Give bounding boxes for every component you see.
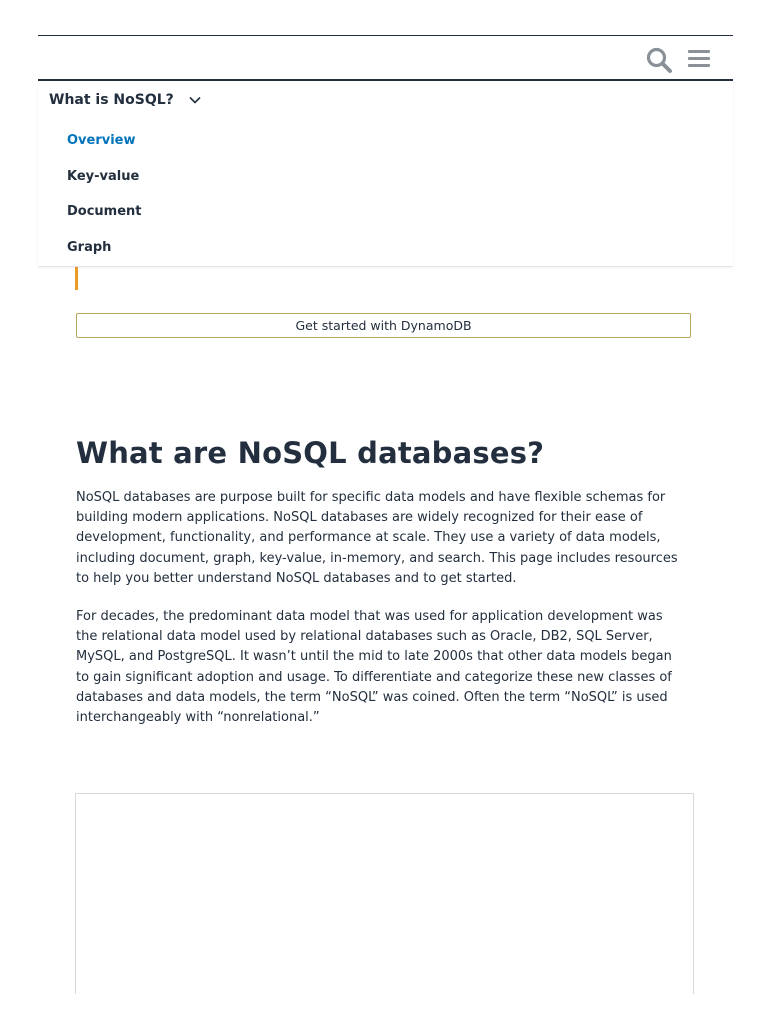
nav-item-overview[interactable]: Overview: [67, 133, 136, 148]
intro-paragraph: NoSQL databases are purpose built for specific data models and have flexible schemas for building modern applications. NoSQL databases are widely recognized for their ease of development, functionality, and performance at scale. They use a variety of data models, including document, graph, key-value, in-memory, and search. This page includes resources to help you better understand NoSQL databases and to get started.: [76, 490, 678, 586]
nav-dropdown: [38, 81, 733, 267]
header-bar: [38, 36, 733, 79]
nav-item-key-value[interactable]: Key-value: [67, 168, 140, 184]
hamburger-menu-icon[interactable]: [688, 49, 712, 69]
nav-item-graph[interactable]: Graph: [67, 239, 112, 255]
media-placeholder: [75, 793, 694, 994]
search-icon[interactable]: [645, 46, 673, 74]
nav-dropdown-label: What is NoSQL?: [49, 92, 174, 108]
nav-dropdown-toggle[interactable]: [49, 92, 202, 108]
history-paragraph: For decades, the predominant data model that was used for application development was the relational data model used by relational databases such as Oracle, DB2, SQL Server, MySQL, and PostgreSQL. It wasn’t until the mid to late 2000s that other data models began to gain significant adoption and usage. To differentiate and categorize these new classes of databases and data models, the term “NoSQL” was coined. Often the term “NoSQL” is used interchangeably with “nonrelational.”: [76, 609, 672, 726]
nav-list: [67, 132, 142, 274]
nav-item-document[interactable]: Document: [67, 204, 142, 219]
get-started-button[interactable]: Get started with DynamoDB: [76, 313, 691, 338]
page-title: What are NoSQL databases?: [76, 436, 545, 470]
chevron-down-icon: [188, 93, 202, 107]
